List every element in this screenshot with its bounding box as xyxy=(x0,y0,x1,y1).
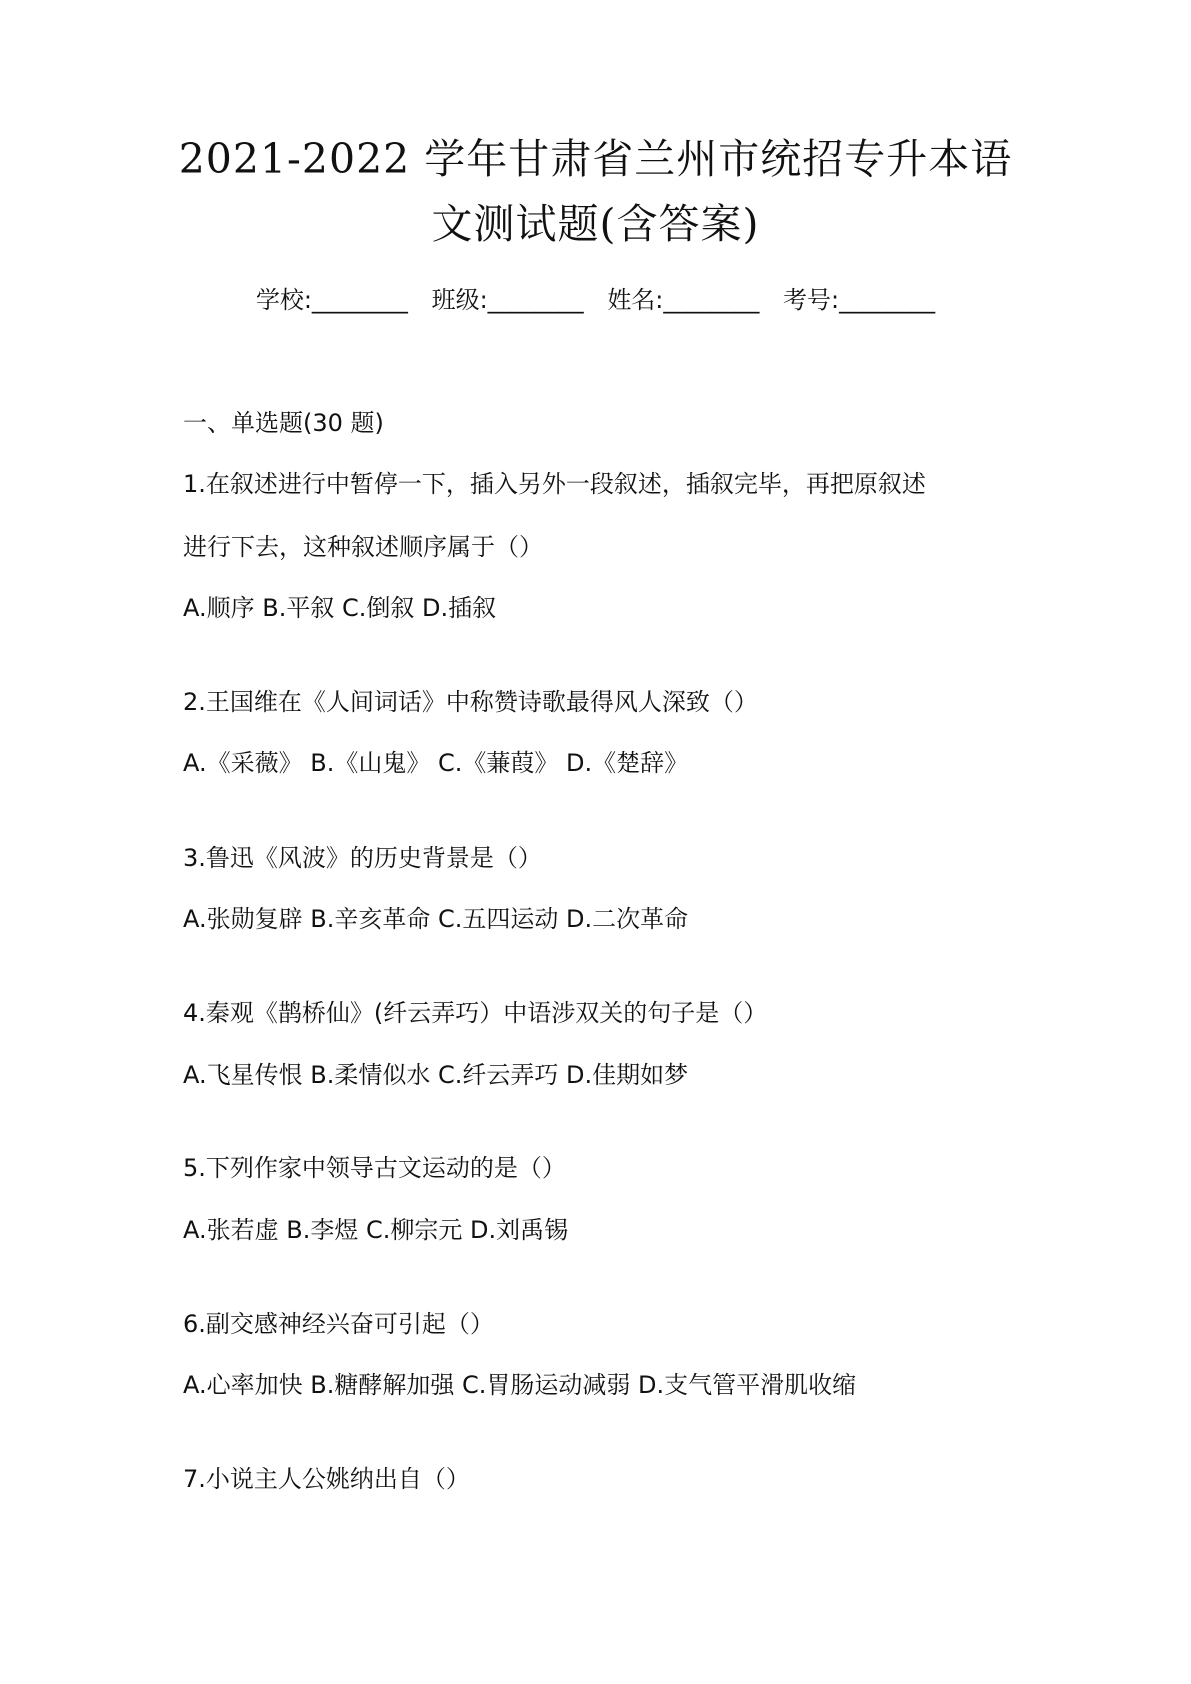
school-field[interactable]: 学校:________ xyxy=(255,286,408,314)
question-3-stem: 3.鲁迅《风波》的历史背景是（） xyxy=(183,844,542,872)
document-title-line-1: 2021-2022 学年甘肃省兰州市统招专升本语 xyxy=(178,135,1013,183)
question-5-options: A.张若虚 B.李煜 C.柳宗元 D.刘禹锡 xyxy=(183,1216,569,1244)
question-7-stem: 7.小说主人公姚纳出自（） xyxy=(183,1465,470,1493)
question-2-stem: 2.王国维在《人间词话》中称赞诗歌最得风人深致（） xyxy=(183,688,758,716)
question-1-stem-line-2: 进行下去，这种叙述顺序属于（） xyxy=(183,533,543,561)
question-4-stem: 4.秦观《鹊桥仙》(纤云弄巧）中语涉双关的句子是（） xyxy=(183,999,768,1027)
exam-number-field[interactable]: 考号:________ xyxy=(783,286,936,314)
question-2-options: A.《采薇》 B.《山鬼》 C.《蒹葭》 D.《楚辞》 xyxy=(183,749,689,777)
document-title-line-2: 文测试题(含答案) xyxy=(431,200,760,248)
class-field[interactable]: 班级:________ xyxy=(431,286,584,314)
question-6-stem: 6.副交感神经兴奋可引起（） xyxy=(183,1310,494,1338)
question-6-options: A.心率加快 B.糖酵解加强 C.胃肠运动减弱 D.支气管平滑肌收缩 xyxy=(183,1371,857,1399)
name-field[interactable]: 姓名:________ xyxy=(607,286,760,314)
section-heading: 一、单选题(30 题) xyxy=(183,409,384,437)
question-1-stem-line-1: 1.在叙述进行中暂停一下，插入另外一段叙述，插叙完毕，再把原叙述 xyxy=(183,470,926,498)
question-5-stem: 5.下列作家中领导古文运动的是（） xyxy=(183,1154,566,1182)
student-info-row xyxy=(0,280,1191,315)
question-1-options: A.顺序 B.平叙 C.倒叙 D.插叙 xyxy=(183,594,497,622)
question-4-options: A.飞星传恨 B.柔情似水 C.纤云弄巧 D.佳期如梦 xyxy=(183,1061,689,1089)
question-3-options: A.张勋复辟 B.辛亥革命 C.五四运动 D.二次革命 xyxy=(183,905,689,933)
